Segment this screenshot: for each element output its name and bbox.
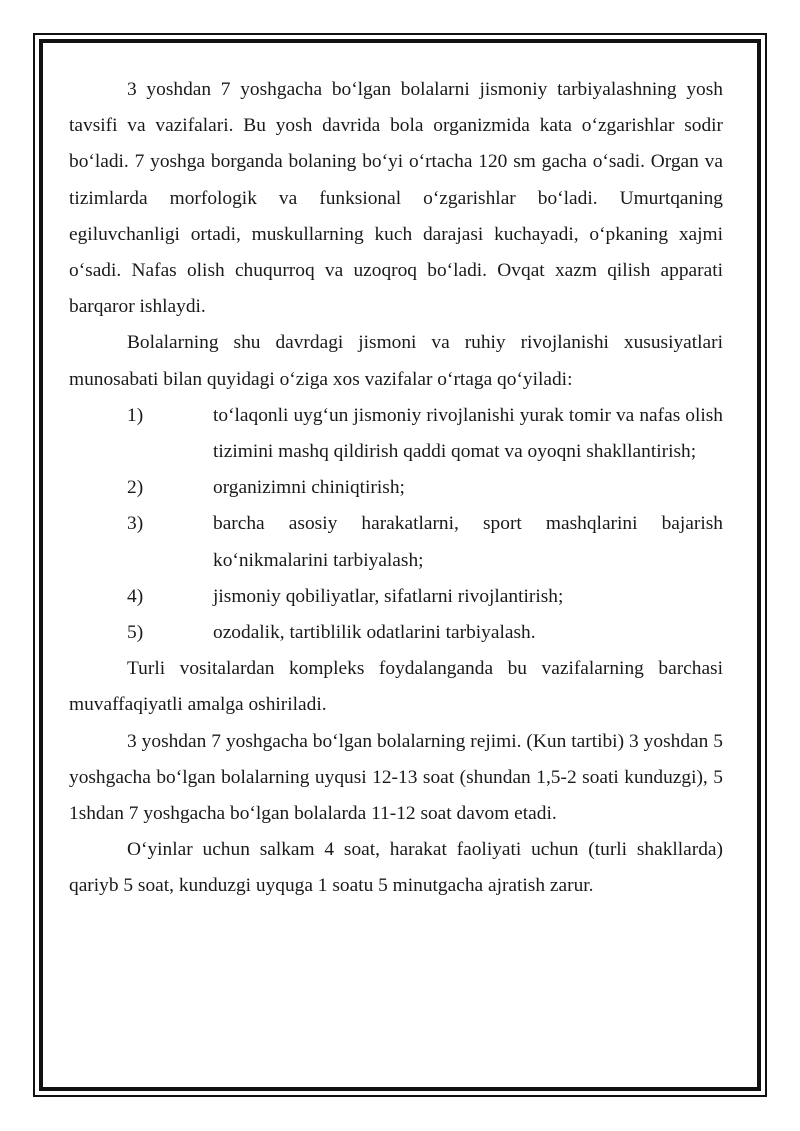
list-item bbox=[69, 506, 723, 578]
list-item-text: barcha asosiy harakatlarni, sport mashqlarini bajarish ko‘nikmalarini tarbiyalash; bbox=[213, 513, 723, 571]
tasks-list bbox=[69, 398, 723, 651]
list-item bbox=[69, 470, 723, 506]
list-item-number: 4) bbox=[127, 585, 144, 607]
paragraph-complex-means: Turli vositalardan kompleks foydalanganda bu vazifalarning barchasi muvaffaqiyatli amalga oshiriladi. bbox=[69, 658, 723, 716]
list-item-text: ozodalik, tartiblilik odatlarini tarbiyalash. bbox=[213, 622, 536, 644]
list-item bbox=[69, 398, 723, 470]
list-item-number: 3) bbox=[127, 513, 144, 535]
list-item-number: 5) bbox=[127, 622, 144, 644]
list-item-number: 2) bbox=[127, 477, 144, 499]
list-item-text: organizimni chiniqtirish; bbox=[213, 477, 405, 499]
list-item-number: 1) bbox=[127, 404, 144, 426]
list-item bbox=[69, 579, 723, 615]
list-item-text: to‘laqonli uyg‘un jismoniy rivojlanishi yurak tomir va nafas olish tizimini mashq qildirish qaddi qomat va oyoqni shakllantirish; bbox=[213, 404, 723, 463]
paragraph-time-allocation: O‘yinlar uchun salkam 4 soat, harakat faoliyati uchun (turli shakllarda) qariyb 5 soat, kunduzgi uyquga 1 soatu 5 minutgacha ajratish zarur. bbox=[69, 839, 723, 897]
paragraph-tasks-intro: Bolalarning shu davrdagi jismoni va ruhiy rivojlanishi xususiyatlari munosabati bilan quyidagi o‘ziga xos vazifalar o‘rtaga qo‘yiladi: bbox=[69, 332, 723, 390]
list-item-text: jismoniy qobiliyatlar, sifatlarni rivojlantirish; bbox=[213, 585, 564, 607]
list-item bbox=[69, 615, 723, 651]
paragraph-daily-regime: 3 yoshdan 7 yoshgacha bo‘lgan bolalarning rejimi. (Kun tartibi) 3 yoshdan 5 yoshgacha bo‘lgan bolalarning uyqusi 12-13 soat (shundan 1,5-2 soati kunduzgi), 5 1shdan 7 yoshgacha bo‘lgan bolalarda 11-12 soat davom etadi. bbox=[69, 730, 723, 825]
paragraph-age-characteristics: 3 yoshdan 7 yoshgacha bo‘lgan bolalarni jismoniy tarbiyalashning yosh tavsifi va vazifalari. Bu yosh davrida bola organizmida kata o‘zgarishlar sodir bo‘ladi. 7 yoshga borganda bolaning bo‘yi o‘rtacha 120 sm gacha o‘sadi. Organ va tizimlarda morfologik va funksional o‘zgarishlar bo‘ladi. Umurtqaning egiluvchanligi ortadi, muskullarning kuch darajasi kuchayadi, o‘pkaning xajmi o‘sadi. Nafas olish chuqurroq va uzoqroq bo‘ladi. Ovqat xazm qilish apparati barqaror ishlaydi. bbox=[69, 79, 723, 318]
document-body bbox=[69, 72, 723, 905]
